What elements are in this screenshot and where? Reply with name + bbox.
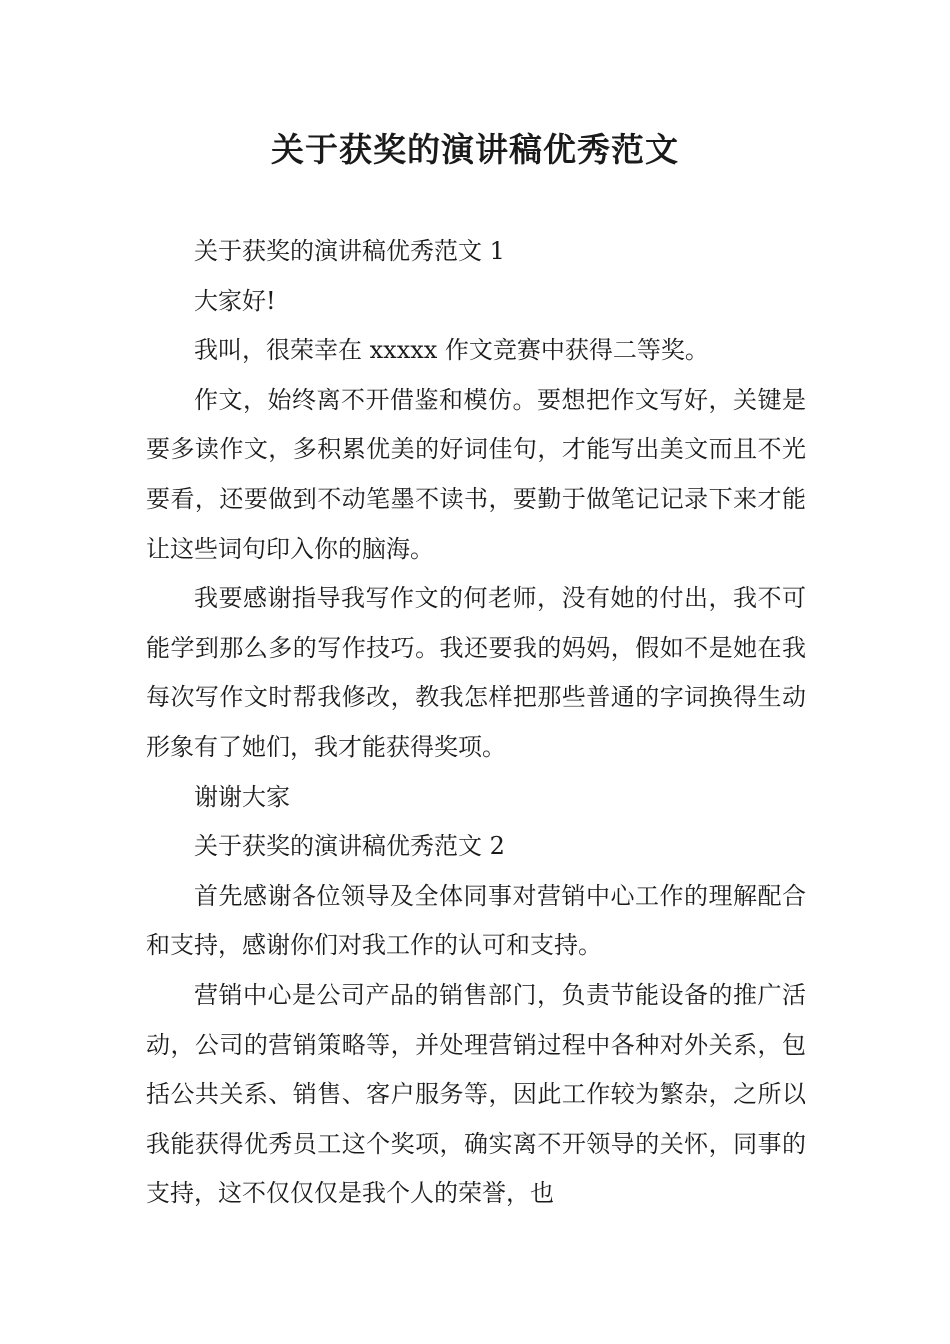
- paragraph: 我叫，很荣幸在 xxxxx 作文竞赛中获得二等奖。: [194, 336, 709, 365]
- paragraph: 作文，始终离不开借鉴和模仿。要想把作文写好，关键是要多读作文，多积累优美的好词佳句，才能写出美文而且不光要看，还要做到不动笔墨不读书，要勤于做笔记记录下来才能让这些词句印入你的脑海。: [146, 385, 806, 563]
- paragraph: 我要感谢指导我写作文的何老师，没有她的付出，我不可能学到那么多的写作技巧。我还要我的妈妈，假如不是她在我每次写作文时帮我修改，教我怎样把那些普通的字词换得生动形象有了她们，我才能获得奖项。: [146, 584, 806, 761]
- paragraph-heading-1: 关于获奖的演讲稿优秀范文 1: [194, 237, 505, 265]
- paragraph-closing: 谢谢大家: [194, 782, 290, 811]
- paragraph-heading-2: 关于获奖的演讲稿优秀范文 2: [194, 832, 505, 861]
- paragraph: 营销中心是公司产品的销售部门，负责节能设备的推广活动，公司的营销策略等，并处理营销过程中各种对外关系，包括公共关系、销售、客户服务等，因此工作较为繁杂，之所以我能获得优秀员工这个奖项，确实离不开领导的关怀，同事的支持，这不仅仅仅是我个人的荣誉，也: [146, 980, 806, 1208]
- document-title: 关于获奖的演讲稿优秀范文: [271, 130, 679, 169]
- document-body: [146, 227, 806, 1219]
- paragraph: 首先感谢各位领导及全体同事对营销中心工作的理解配合和支持，感谢你们对我工作的认可和支持。: [146, 881, 806, 960]
- paragraph-greeting: 大家好!: [194, 286, 276, 315]
